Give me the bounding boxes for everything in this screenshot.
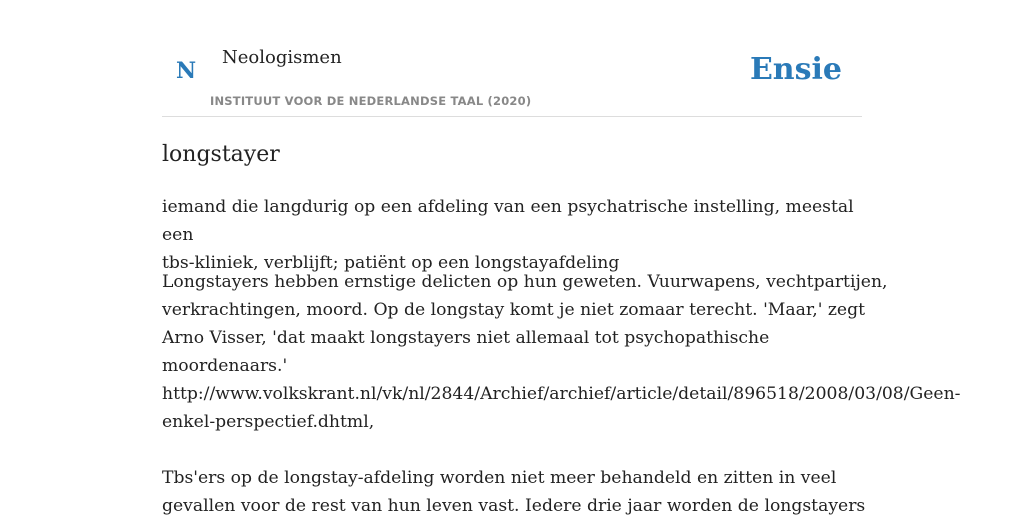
entry-definition: [162, 193, 882, 277]
ensie-logo[interactable]: Ensie: [749, 52, 842, 87]
entry-example: [162, 268, 961, 520]
paragraph-gap: [162, 436, 862, 464]
example-line: verkrachtingen, moord. Op de longstay komt je niet zomaar terecht. 'Maar,' zegt: [162, 300, 866, 320]
source-publisher: INSTITUUT VOOR DE NEDERLANDSE TAAL (2020): [210, 94, 532, 108]
example-line: Tbs'ers op de longstay-afdeling worden niet meer behandeld en zitten in veel: [162, 468, 837, 488]
definition-line: tbs-kliniek, verblijft; patiënt op een longstayafdeling: [162, 253, 620, 273]
definition-line: iemand die langdurig op een afdeling van een psychatrische instelling, meestal een: [162, 197, 854, 245]
source-header: [162, 0, 862, 117]
example-line: moordenaars.': [162, 356, 288, 376]
example-line: Arno Visser, 'dat maakt longstayers niet allemaal tot psychopathische: [162, 328, 770, 348]
source-name[interactable]: Neologismen: [222, 47, 342, 68]
source-letter-icon: N: [176, 58, 197, 84]
example-line: gevallen voor de rest van hun leven vast. Iedere drie jaar worden de longstayers: [162, 496, 866, 516]
example-source-url: http://www.volkskrant.nl/vk/nl/2844/Archief/archief/article/detail/896518/2008/03/08/Geen-: [162, 384, 961, 404]
example-line: Longstayers hebben ernstige delicten op hun geweten. Vuurwapens, vechtpartijen,: [162, 272, 888, 292]
example-source-url: enkel-perspectief.dhtml,: [162, 412, 375, 432]
entry-title: longstayer: [162, 142, 280, 167]
